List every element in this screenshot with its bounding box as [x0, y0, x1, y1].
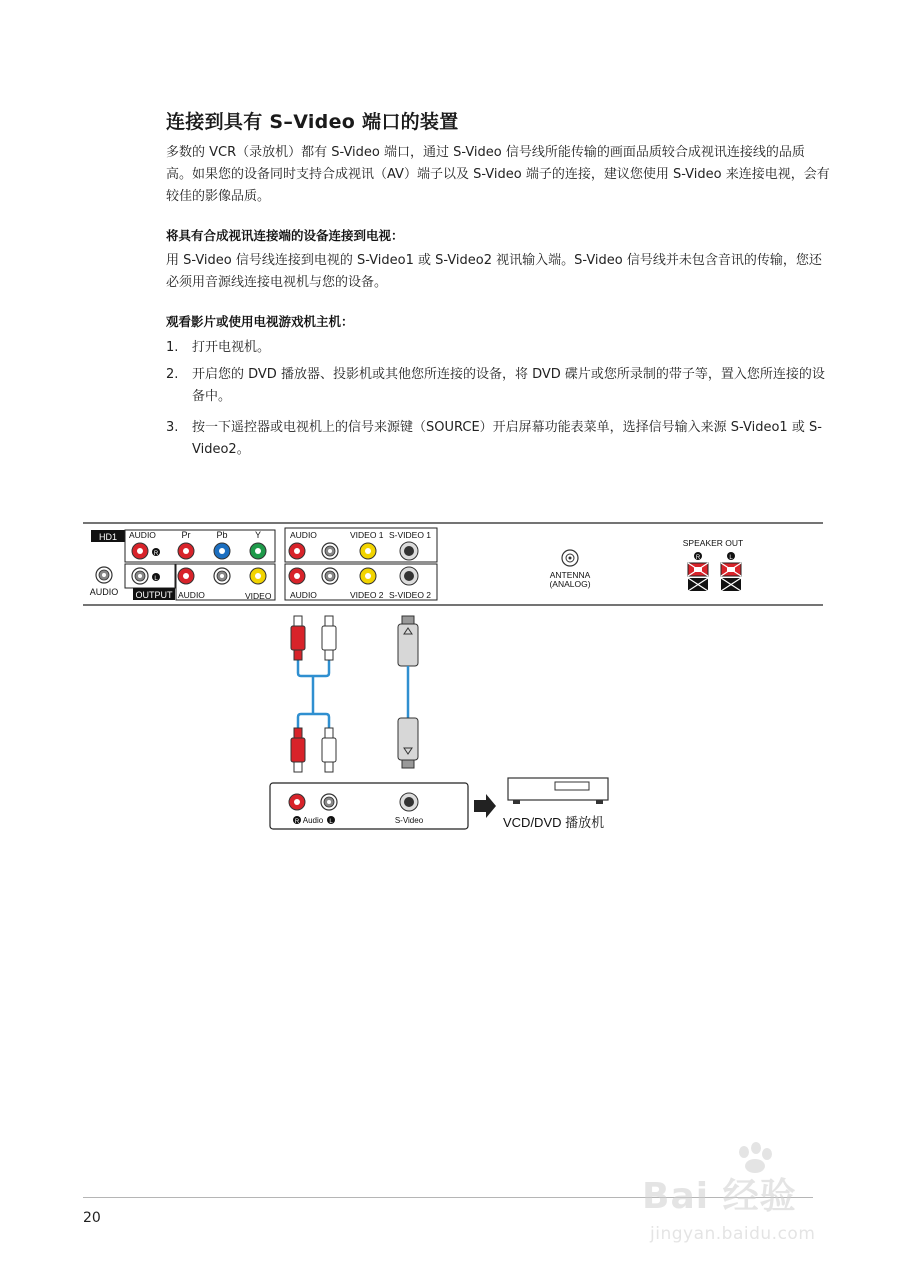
- l-badge-text: L: [154, 576, 158, 582]
- svideo2-label: S-VIDEO 2: [389, 590, 432, 600]
- antenna-jack: [562, 550, 578, 566]
- svideo-cable: [398, 616, 418, 768]
- pb-jack: [214, 543, 230, 559]
- device-audio-l-jack: [321, 794, 337, 810]
- player-label: VCD/DVD 播放机: [503, 815, 605, 830]
- arrow-right-icon: [474, 794, 496, 818]
- audio-r-jack: [132, 543, 148, 559]
- speaker-terminal-r: [688, 563, 708, 591]
- audio-v1-label: AUDIO: [290, 530, 317, 540]
- step-text: 打开电视机。: [192, 340, 271, 355]
- step-number: 1.: [166, 340, 179, 355]
- video1-label: VIDEO 1: [350, 530, 384, 540]
- hd1-label: HD1: [98, 532, 118, 542]
- watermark-main: Bai 经验: [642, 1176, 797, 1217]
- audio-side-jack: [96, 567, 112, 583]
- audio-cable: [291, 616, 336, 772]
- analog-label: (ANALOG): [549, 579, 591, 589]
- v1-audio-l-jack: [322, 543, 338, 559]
- device-r-text: R: [294, 819, 300, 825]
- video2-label: VIDEO 2: [350, 590, 384, 600]
- audio-side-label: AUDIO: [89, 587, 119, 597]
- section-heading-watch: 观看影片或使用电视游戏机主机：: [166, 314, 354, 329]
- intro-paragraph: 多数的 VCR（录放机）都有 S-Video 端口，通过 S-Video 信号线所能传输的画面品质较合成视讯连接线的品质高。如果您的设备同时支持合成视讯（AV）端子以及 S-Video 端子的连接，建议您使用 S-Video 来连接电视，会有较佳的影像品质。: [166, 145, 830, 204]
- out-audio-label: AUDIO: [178, 590, 205, 600]
- out-audio-r-jack: [178, 568, 194, 584]
- v2-svideo-jack: [400, 567, 418, 585]
- step-text: 开启您的 DVD 播放器、投影机或其他您所连接的设备，将 DVD 碟片或您所录制的带子等，置入您所连接的设备中。: [192, 367, 825, 404]
- v1-video-jack: [360, 543, 376, 559]
- device-svideo-jack: [400, 793, 418, 811]
- audio-v2-label: AUDIO: [290, 590, 317, 600]
- out-video-label: VIDEO: [245, 591, 272, 601]
- speaker-terminal-l: [721, 563, 741, 591]
- v2-video-jack: [360, 568, 376, 584]
- pb-label: Pb: [216, 530, 228, 540]
- pr-label: Pr: [181, 530, 191, 540]
- speaker-out-label: SPEAKER OUT: [682, 538, 744, 548]
- antenna-label: ANTENNA: [549, 570, 591, 580]
- output-label: OUTPUT: [135, 590, 173, 600]
- audio-top-label: AUDIO: [129, 530, 156, 540]
- v2-audio-l-jack: [322, 568, 338, 584]
- out-audio-l-jack: [214, 568, 230, 584]
- step-number: 2.: [166, 367, 179, 382]
- r-badge-text: R: [153, 551, 159, 557]
- svideo1-label: S-VIDEO 1: [389, 530, 432, 540]
- step-number: 3.: [166, 420, 179, 435]
- page-title: 连接到具有 S–Video 端口的装置: [166, 111, 459, 133]
- section-paragraph-composite: 用 S-Video 信号线连接到电视的 S-Video1 或 S-Video2 视讯输入端。S-Video 信号线并未包含音讯的传输，您还必须用音源线连接电视机与您的设备。: [166, 253, 822, 290]
- audio-l-jack: [132, 568, 148, 584]
- watermark-url: jingyan.baidu.com: [650, 1224, 816, 1244]
- dvd-player-icon: [508, 778, 608, 804]
- speaker-r-text: R: [695, 555, 701, 561]
- baidu-watermark: [642, 1142, 852, 1267]
- pr-jack: [178, 543, 194, 559]
- device-audio-r-jack: [289, 794, 305, 810]
- out-video-jack: [250, 568, 266, 584]
- y-label: Y: [254, 530, 262, 540]
- section-heading-composite: 将具有合成视讯连接端的设备连接到电视：: [166, 228, 404, 243]
- device-audio-label: Audio: [302, 816, 324, 825]
- page-number: 20: [83, 1210, 101, 1226]
- v1-svideo-jack: [400, 542, 418, 560]
- v2-audio-r-jack: [289, 568, 305, 584]
- device-l-text: L: [329, 819, 333, 825]
- step-text: 按一下遥控器或电视机上的信号来源键（SOURCE）开启屏幕功能表菜单，选择信号输入来源 S-Video1 或 S-Video2。: [192, 420, 822, 457]
- speaker-l-text: L: [729, 555, 733, 561]
- v1-audio-r-jack: [289, 543, 305, 559]
- device-svideo-label: S-Video: [394, 816, 424, 825]
- y-jack: [250, 543, 266, 559]
